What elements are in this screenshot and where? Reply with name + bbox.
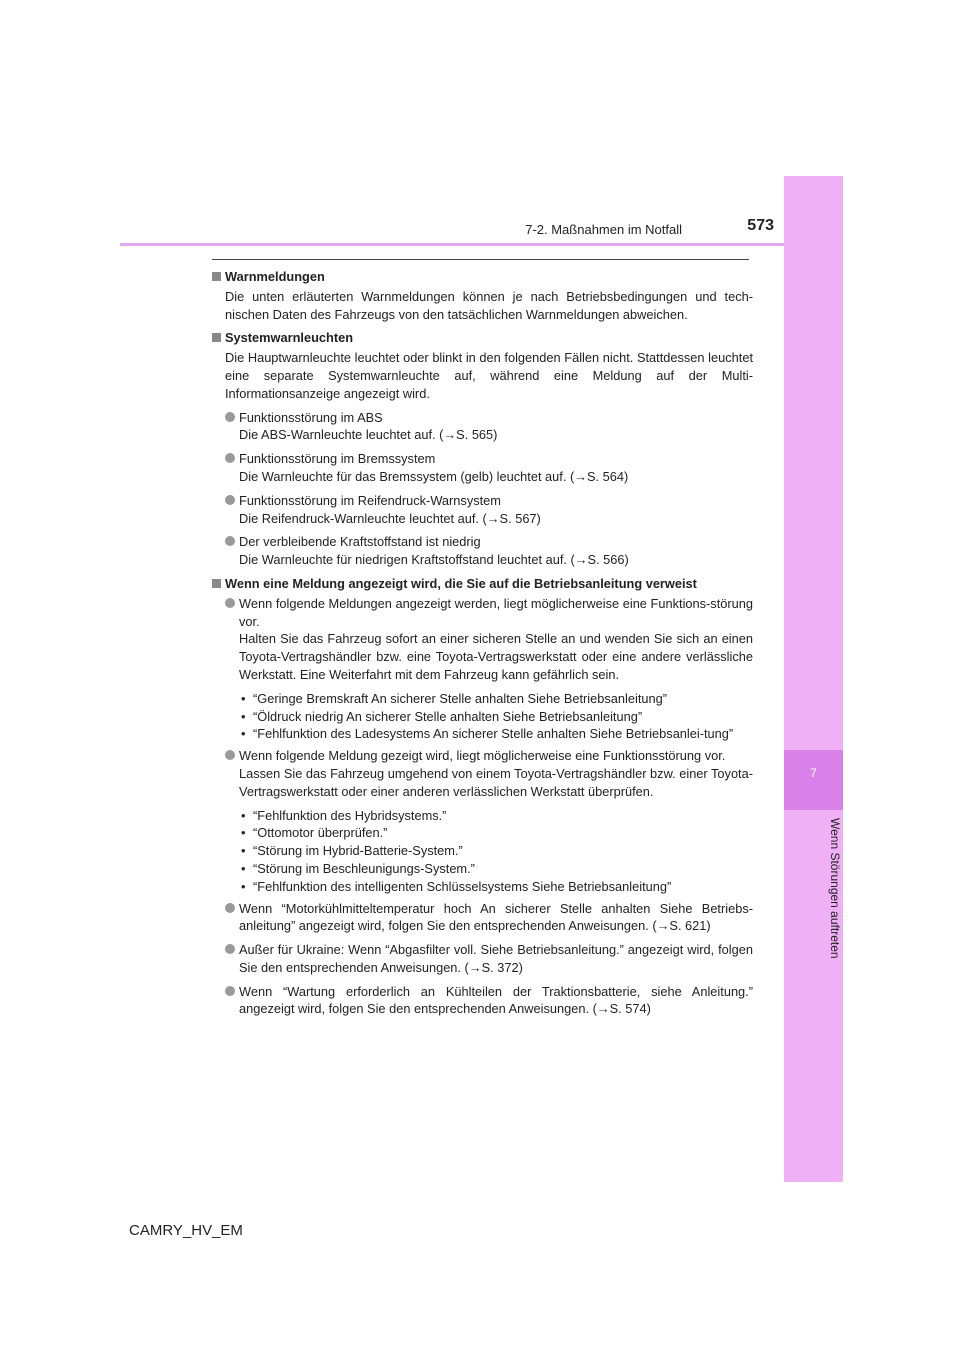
message-item: • “Fehlfunktion des Ladesystems An sicherer Stelle anhalten Siehe Betriebsanlei-tung” [239, 725, 753, 743]
list-item [212, 941, 753, 977]
message-item: • “Störung im Hybrid-Batterie-System.” [239, 842, 753, 860]
paragraph: Die unten erläuterten Warnmeldungen können je nach Betriebsbedingungen und tech-nischen Daten des Fahrzeugs von den tatsächlichen Warnmeldungen abweichen. [225, 288, 753, 322]
item-detail: Die Warnleuchte für das Bremssystem (gelb) leuchtet auf. (→S. 564) [239, 468, 629, 484]
item-detail: Die Reifendruck-Warnleuchte leuchtet auf. (→S. 567) [239, 510, 541, 526]
content-divider [212, 259, 749, 260]
item-title: Der verbleibende Kraftstoffstand ist niedrig [239, 534, 481, 550]
item-line: Außer für Ukraine: Wenn “Abgasfilter voll. Siehe Betriebsanleitung.” angezeigt wird, folgen Sie den entsprechenden Anweisungen. (→S. 372) [239, 942, 753, 975]
section-heading: Warnmeldungen [212, 268, 753, 286]
page-content [212, 268, 753, 1024]
list-item [212, 983, 753, 1019]
list-item [212, 747, 753, 800]
item-line: Wenn “Motorkühlmitteltemperatur hoch An sicherer Stelle anhalten Siehe Betriebs-anleitung” angezeigt wird, folgen Sie den entsprechenden Anweisungen. (→S. 621) [239, 900, 753, 934]
message-list [239, 807, 753, 896]
list-item [212, 492, 753, 528]
message-item: • “Ottomotor überprüfen.” [239, 824, 753, 842]
list-item [212, 595, 753, 684]
chapter-tab[interactable] [784, 750, 843, 810]
item-line: Wenn “Wartung erforderlich an Kühlteilen der Traktionsbatterie, siehe Anleitung.” angezeigt wird, folgen Sie den entsprechenden Anweisungen. (→S. 574) [239, 983, 753, 1017]
chapter-sidebar [784, 176, 843, 1182]
message-item: • “Störung im Beschleunigungs-System.” [239, 860, 753, 878]
paragraph: Die Hauptwarnleuchte leuchtet oder blinkt in den folgenden Fällen nicht. Stattdessen leuchtet eine separate Systemwarnleuchte auf, während eine Meldung auf der Multi-Informationsanzeige angezeigt wird. [225, 350, 753, 401]
section-heading: Wenn eine Meldung angezeigt wird, die Sie auf die Betriebsanleitung verweist [212, 575, 753, 593]
message-item: • “Fehlfunktion des intelligenten Schlüsselsystems Siehe Betriebsanleitung” [239, 878, 753, 896]
model-code: CAMRY_HV_EM [129, 1222, 243, 1239]
item-line: Wenn folgende Meldungen angezeigt werden, liegt möglicherweise eine Funktions-störung vor. [239, 595, 753, 629]
item-line: Halten Sie das Fahrzeug sofort an einer sicheren Stelle an und wenden Sie sich an einen Toyota-Vertragshändler bzw. eine Toyota-Vertragswerkstatt oder eine andere verlässliche Werkstatt. Eine Weiterfahrt mit dem Fahrzeug kann gefährlich sein. [239, 631, 753, 682]
message-item: • “Öldruck niedrig An sicherer Stelle anhalten Siehe Betriebsanleitung” [239, 708, 753, 726]
list-item [212, 409, 753, 445]
list-item [212, 900, 753, 936]
list-item [212, 533, 753, 569]
message-list [239, 690, 753, 743]
item-line: Lassen Sie das Fahrzeug umgehend von einem Toyota-Vertragshändler bzw. einer Toyota-Vertragswerkstatt oder einer anderen verlässlichen Werkstatt überprüfen. [239, 765, 753, 799]
item-detail: Die ABS-Warnleuchte leuchtet auf. (→S. 565) [239, 427, 498, 443]
chapter-number: 7 [810, 766, 817, 780]
section-heading: Systemwarnleuchten [212, 329, 753, 347]
page-number: 573 [747, 217, 774, 234]
item-detail: Die Warnleuchte für niedrigen Kraftstoffstand leuchtet auf. (→S. 566) [239, 552, 629, 568]
message-item: • “Geringe Bremskraft An sicherer Stelle anhalten Siehe Betriebsanleitung” [239, 690, 753, 708]
chapter-title: Wenn Störungen auftreten [828, 818, 842, 959]
list-item [212, 450, 753, 486]
section-title: 7-2. Maßnahmen im Notfall [525, 222, 682, 237]
item-title: Funktionsstörung im Reifendruck-Warnsystem [239, 492, 501, 508]
item-line: Wenn folgende Meldung gezeigt wird, liegt möglicherweise eine Funktionsstörung vor. [239, 748, 726, 764]
header-rule [120, 243, 784, 246]
item-title: Funktionsstörung im Bremssystem [239, 451, 436, 467]
item-title: Funktionsstörung im ABS [239, 409, 383, 425]
message-item: • “Fehlfunktion des Hybridsystems.” [239, 807, 753, 825]
